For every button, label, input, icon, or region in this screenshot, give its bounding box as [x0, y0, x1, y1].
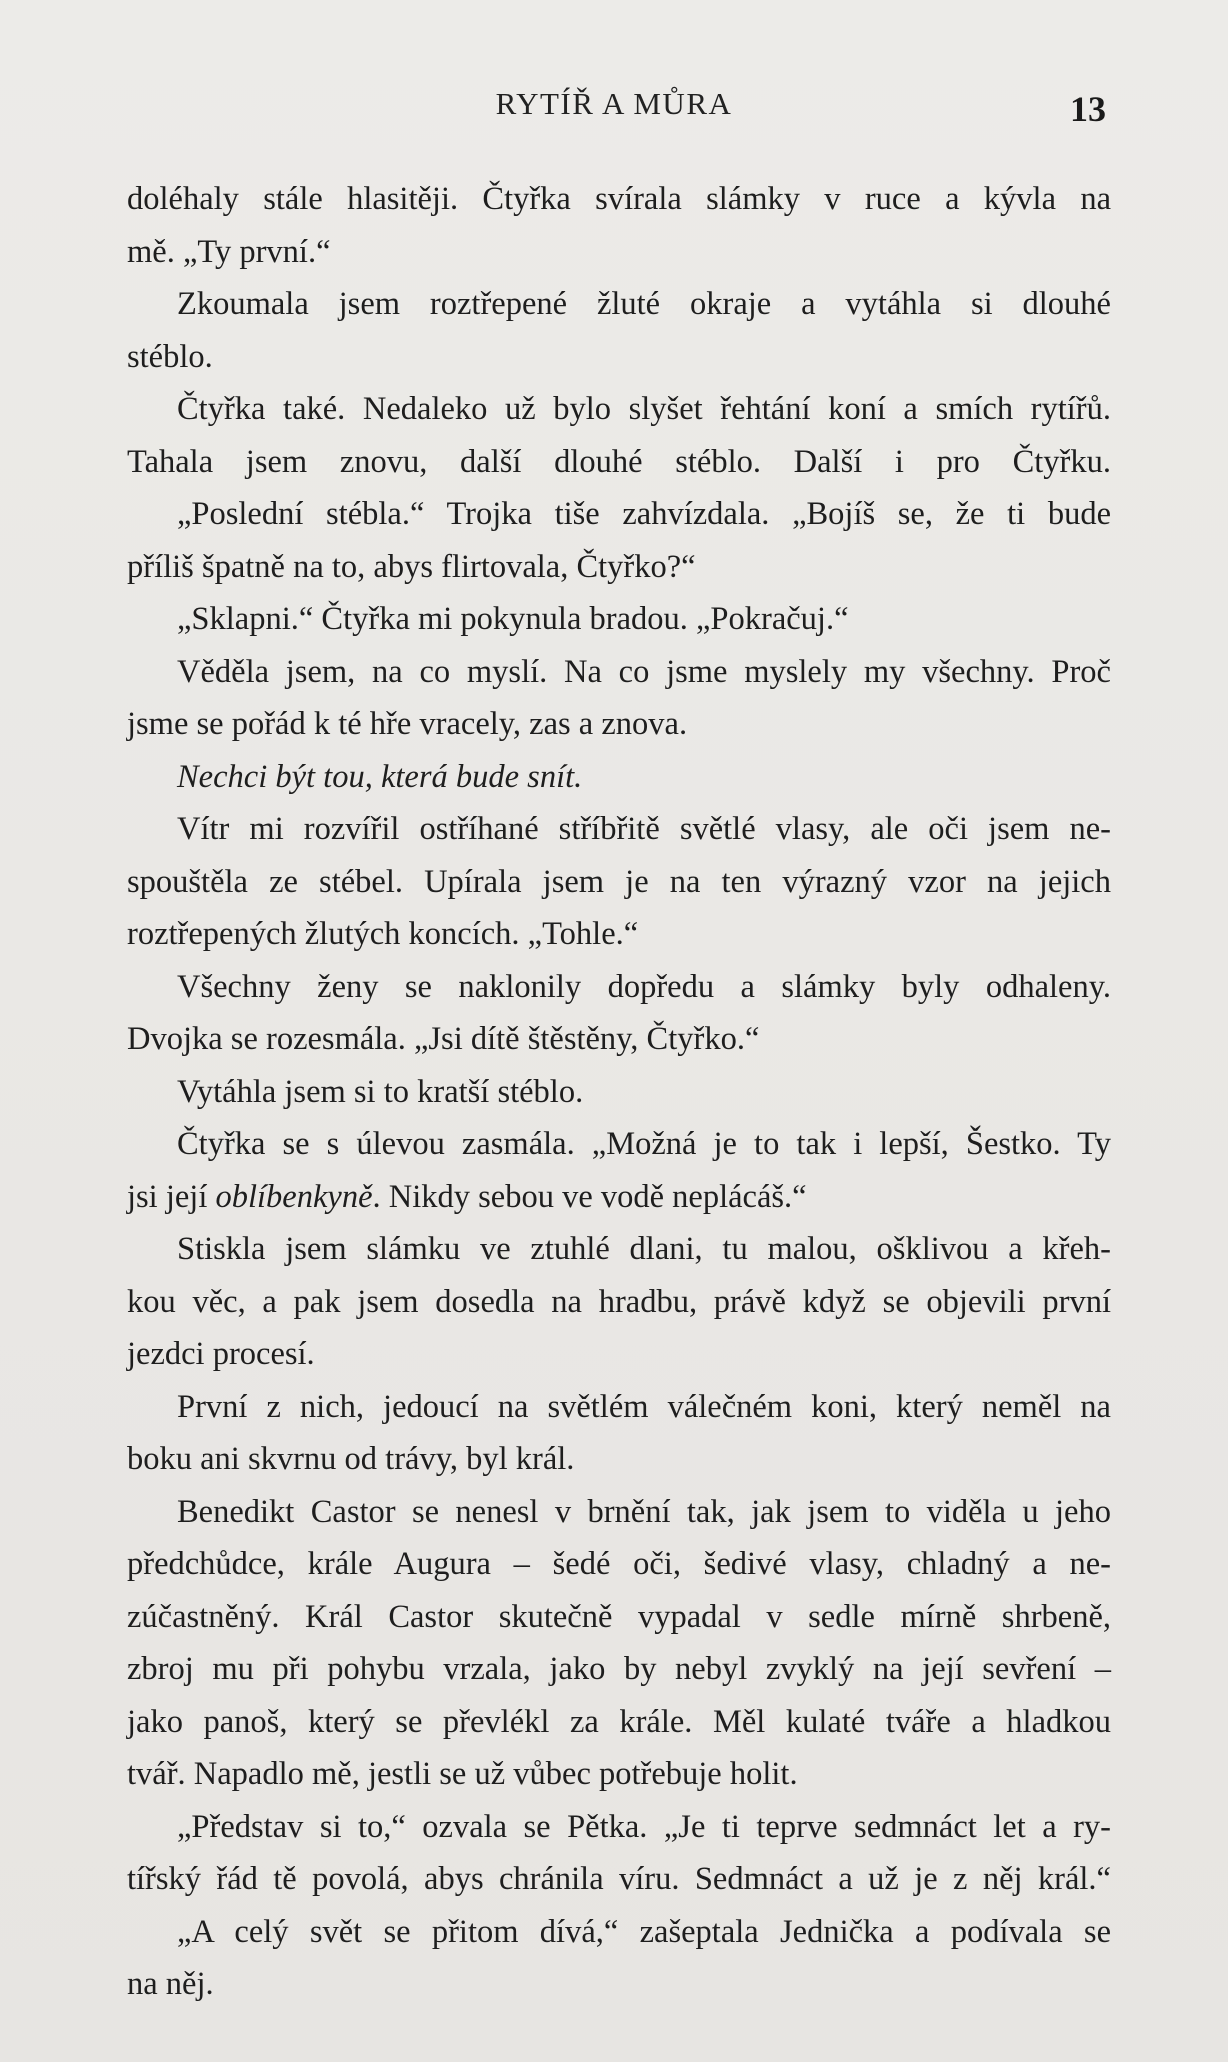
text-segment: zúčastněný. Král Castor skutečně vypadal v sedle mírně shrbeně,: [127, 1598, 1111, 1635]
text-line: [127, 1591, 1111, 1644]
text-segment: jako panoš, který se převlékl za krále. Měl kulaté tváře a hladkou: [127, 1703, 1111, 1740]
text-segment: Čtyřka také. Nedaleko už bylo slyšet řehtání koní a smích rytířů.: [177, 391, 1111, 427]
text-segment: Čtyřka se s úlevou zasmála. „Možná je to tak i lepší, Šestko. Ty: [177, 1126, 1111, 1162]
body-text: [127, 173, 1111, 2011]
text-segment: Dvojka se rozesmála. „Jsi dítě štěstěny, Čtyřko.“: [127, 1021, 760, 1057]
text-segment: příliš špatně na to, abys flirtovala, Čtyřko?“: [127, 548, 696, 585]
text-line: [127, 646, 1111, 699]
text-segment: zbroj mu při pohybu vrzala, jako by nebyl zvyklý na její sevření –: [127, 1651, 1111, 1687]
text-line: [127, 1906, 1111, 1959]
text-line: [127, 856, 1111, 909]
text-segment: Všechny ženy se naklonily dopředu a slámky byly odhaleny.: [177, 968, 1111, 1005]
text-line: [127, 1696, 1111, 1749]
text-line: [127, 593, 1111, 646]
text-segment: Vytáhla jsem si to kratší stéblo.: [177, 1073, 584, 1110]
text-line: [127, 488, 1111, 541]
text-segment: boku ani skvrnu od trávy, byl král.: [127, 1441, 575, 1477]
text-segment: „Sklapni.“ Čtyřka mi pokynula bradou. „Pokračuj.“: [177, 601, 849, 637]
text-segment: stéblo.: [127, 338, 213, 375]
text-line: [127, 1066, 1111, 1119]
text-line: [127, 908, 1111, 961]
text-segment: doléhaly stále hlasitěji. Čtyřka svírala slámky v ruce a kývla na: [127, 181, 1111, 217]
text-line: [127, 1381, 1111, 1434]
text-line: [127, 278, 1111, 331]
text-line: [127, 173, 1111, 226]
text-segment: na něj.: [127, 1966, 214, 2002]
text-segment: tvář. Napadlo mě, jestli se už vůbec potřebuje holit.: [127, 1756, 798, 1792]
text-line: [127, 436, 1111, 489]
text-segment: „Poslední stébla.“ Trojka tiše zahvízdala. „Bojíš se, že ti bude: [177, 496, 1111, 532]
text-line: [127, 1958, 1111, 2011]
text-line: [127, 1801, 1111, 1854]
text-line: [127, 1433, 1111, 1486]
text-line: [127, 331, 1111, 384]
text-line: [127, 1276, 1111, 1329]
text-segment: Věděla jsem, na co myslí. Na co jsme myslely my všechny. Proč: [177, 653, 1111, 690]
text-line: [127, 1013, 1111, 1066]
text-line: [127, 541, 1111, 594]
text-segment: kou věc, a pak jsem dosedla na hradbu, právě když se objevili první: [127, 1283, 1111, 1320]
running-title: RYTÍŘ A MŮRA: [495, 86, 733, 121]
text-segment: Tahala jsem znovu, další dlouhé stéblo. Další i pro Čtyřku.: [127, 443, 1111, 480]
text-segment: První z nich, jedoucí na světlém válečném koni, který neměl na: [177, 1388, 1111, 1425]
text-segment: „Představ si to,“ ozvala se Pětka. „Je ti teprve sedmnáct let a ry-: [177, 1808, 1111, 1845]
text-segment: jsi její: [127, 1178, 216, 1215]
text-line: [127, 1118, 1111, 1171]
italic-text: oblíbenkyně: [215, 1178, 373, 1215]
text-segment: roztřepených žlutých koncích. „Tohle.“: [127, 916, 639, 952]
text-segment: tířský řád tě povolá, abys chránila víru. Sedmnáct a už je z něj král.“: [127, 1861, 1111, 1897]
text-line: [127, 698, 1111, 751]
text-line: [127, 1328, 1111, 1381]
text-segment: předchůdce, krále Augura – šedé oči, šedivé vlasy, chladný a ne-: [127, 1546, 1111, 1582]
text-line: [127, 383, 1111, 436]
text-segment: Zkoumala jsem roztřepené žluté okraje a vytáhla si dlouhé: [177, 286, 1111, 322]
text-segment: mě. „Ty první.“: [127, 233, 331, 270]
text-line: [127, 1171, 1111, 1224]
text-line: [127, 961, 1111, 1014]
text-line: [127, 1853, 1111, 1906]
text-segment: jezdci procesí.: [127, 1336, 315, 1372]
text-line: [127, 1486, 1111, 1539]
text-line: [127, 1538, 1111, 1591]
italic-text: Nechci být tou, která bude snít.: [177, 758, 583, 795]
text-line: [127, 226, 1111, 279]
text-line: [127, 1748, 1111, 1801]
text-line: [127, 803, 1111, 856]
text-segment: spouštěla ze stébel. Upírala jsem je na ten výrazný vzor na jejich: [127, 863, 1111, 900]
text-segment: . Nikdy sebou ve vodě neplácáš.“: [372, 1178, 807, 1215]
text-segment: Benedikt Castor se nenesl v brnění tak, jak jsem to viděla u jeho: [177, 1493, 1111, 1530]
text-line: [127, 1223, 1111, 1276]
text-segment: jsme se pořád k té hře vracely, zas a znova.: [127, 706, 688, 742]
text-segment: Stiskla jsem slámku ve ztuhlé dlani, tu malou, ošklivou a křeh-: [177, 1231, 1111, 1267]
text-segment: „A celý svět se přitom dívá,“ zašeptala Jednička a podívala se: [177, 1913, 1111, 1950]
text-segment: Vítr mi rozvířil ostříhané stříbřitě světlé vlasy, ale oči jsem ne-: [177, 811, 1111, 847]
text-line: [127, 751, 1111, 804]
text-line: [127, 1643, 1111, 1696]
page-number: 13: [1070, 89, 1106, 129]
